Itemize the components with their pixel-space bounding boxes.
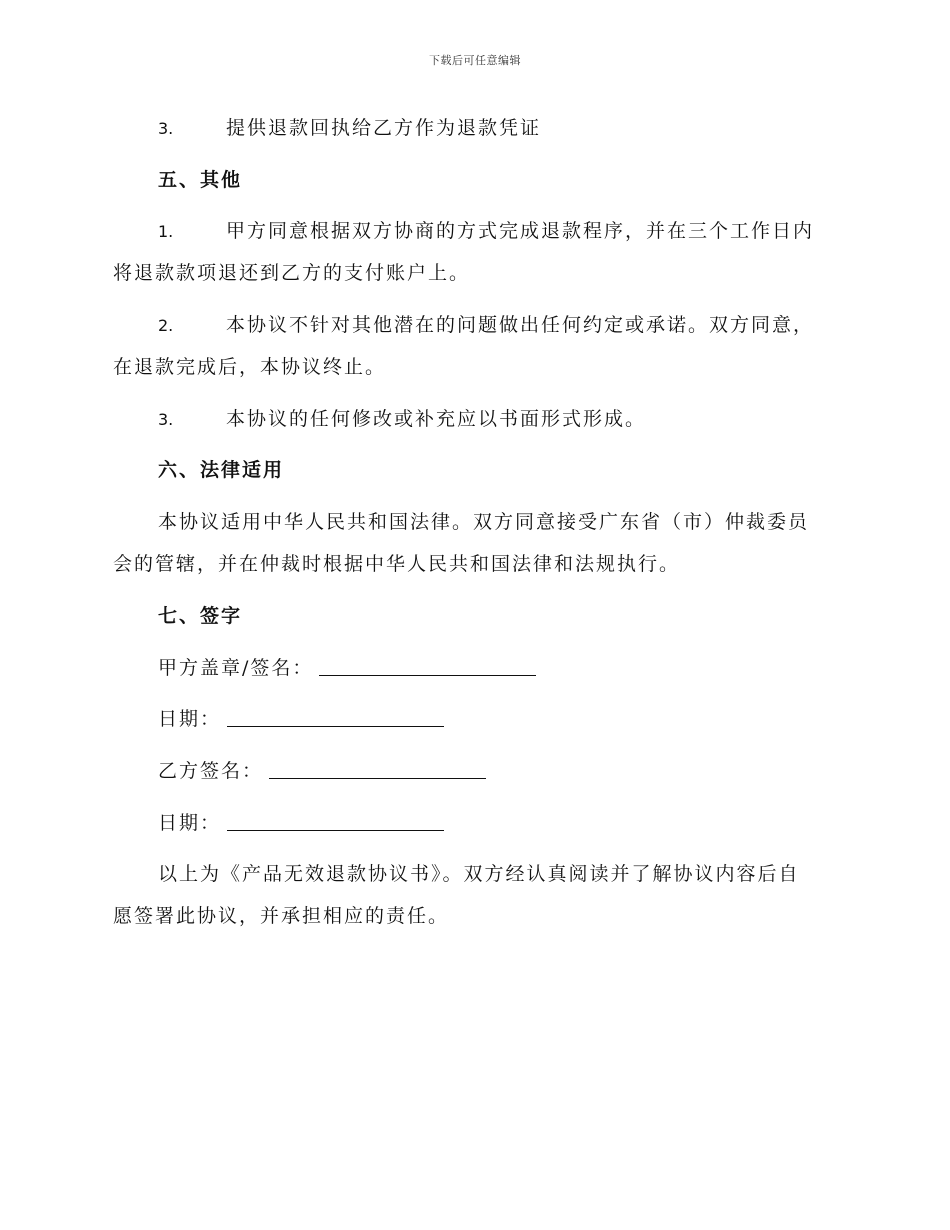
section5-item1-line1 [113, 210, 876, 253]
party-a-signature-label: 甲方盖章/签名： [158, 657, 314, 679]
party-b-signature-blank[interactable] [269, 777, 486, 779]
party-a-signature-blank[interactable] [319, 674, 536, 676]
party-a-signature-row [113, 647, 876, 689]
date-blank-2[interactable] [227, 829, 444, 831]
date-label-1: 日期： [158, 708, 222, 730]
item-text: 本协议不针对其他潜在的问题做出任何约定或承诺。双方同意， [226, 314, 815, 336]
item-text: 甲方同意根据双方协商的方式完成退款程序，并在三个工作日内 [226, 220, 815, 242]
item-number: 2. [158, 316, 174, 335]
section6-line2: 会的管辖，并在仲裁时根据中华人民共和国法律和法规执行。 [113, 553, 681, 575]
section7-title: 七、签字 [158, 605, 243, 627]
section5-title: 五、其他 [158, 169, 243, 191]
item-text: 提供退款回执给乙方作为退款凭证 [226, 117, 542, 139]
closing-line2: 愿签署此协议，并承担相应的责任。 [113, 905, 450, 927]
item-number: 1. [158, 222, 174, 241]
section5-item3 [113, 398, 876, 441]
item-text: 本协议的任何修改或补充应以书面形式形成。 [226, 408, 647, 430]
section6-line1: 本协议适用中华人民共和国法律。双方同意接受广东省（市）仲裁委员 [158, 511, 810, 533]
section5-item1-line2: 将退款款项退还到乙方的支付账户上。 [113, 262, 471, 284]
party-b-signature-row [113, 750, 876, 792]
section5-item2-line1 [113, 304, 876, 347]
date-label-2: 日期： [158, 812, 222, 834]
party-b-signature-label: 乙方签名： [158, 760, 264, 782]
closing-line1: 以上为《产品无效退款协议书》。双方经认真阅读并了解协议内容后自 [158, 863, 800, 885]
date-row-2 [113, 802, 876, 844]
section6-title: 六、法律适用 [158, 459, 285, 481]
page-header-note: 下载后可任意编辑 [429, 54, 521, 67]
item-number: 3. [158, 410, 174, 429]
section4-item3 [113, 107, 876, 150]
date-blank-1[interactable] [227, 725, 444, 727]
section5-item2-line2: 在退款完成后，本协议终止。 [113, 356, 387, 378]
date-row-1 [113, 698, 876, 740]
item-number: 3. [158, 119, 174, 138]
